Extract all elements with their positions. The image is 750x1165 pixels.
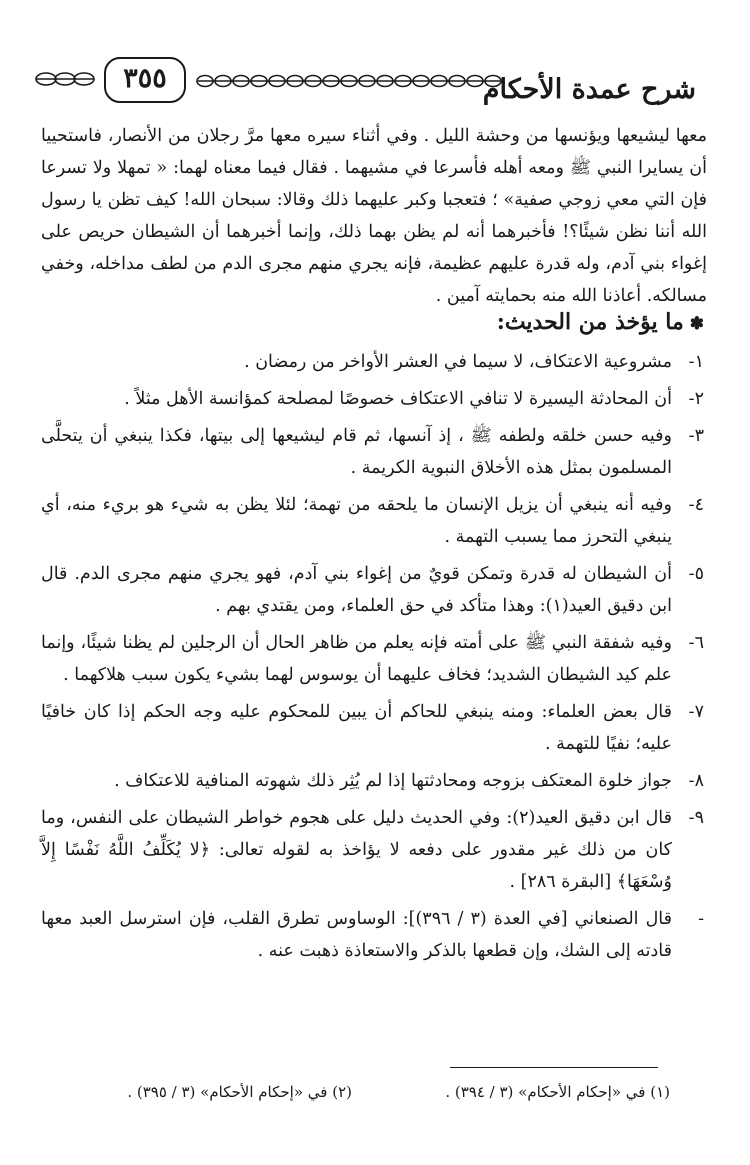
footnote: (٢) في «إحكام الأحكام» (٣ / ٣٩٥) . — [127, 1083, 352, 1101]
list-item — [41, 558, 704, 622]
item-text: قال بعض العلماء: ومنه ينبغي للحاكم أن يبين للمحكوم عليه وجه الحكم إذا كان خافيًا عليه؛ نفيًا للتهمة . — [41, 702, 672, 754]
item-text: أن الشيطان له قدرة وتمكن قويٌ من إغواء بني آدم، فهو يجري منهم مجرى الدم. قال ابن دقيق العيد(١): وهذا متأكد في حق العلماء، ومن يقتدي بهم . — [41, 564, 672, 616]
item-text: جواز خلوة المعتكف بزوجه ومحادثتها إذا لم يُثِر ذلك شهوته المنافية للاعتكاف . — [114, 771, 672, 791]
list-item — [41, 696, 704, 760]
list-item — [41, 420, 704, 484]
item-text: وفيه أنه ينبغي أن يزيل الإنسان ما يلحقه من تهمة؛ لئلا يظن به شيء هو بريء منه، أي ينبغي التحرز مما يسبب التهمة . — [41, 495, 672, 547]
item-number: ٦- — [688, 633, 704, 653]
item-number: ٨- — [688, 771, 704, 791]
item-number: ٢- — [688, 389, 704, 409]
item-number: - — [698, 909, 704, 929]
asterisk-icon: ✽ — [689, 314, 704, 334]
list-item — [41, 489, 704, 553]
item-text: مشروعية الاعتكاف، لا سيما في العشر الأواخر من رمضان . — [244, 352, 672, 372]
section-heading — [304, 306, 704, 340]
item-text: وفيه حسن خلقه ولطفه ﷺ ، إذ آنسها، ثم قام ليشيعها إلى بيتها، فكذا ينبغي أن يتحلَّى المسلمون بمثل هذه الأخلاق النبوية الكريمة . — [41, 426, 672, 478]
list-item — [41, 765, 704, 797]
item-text: أن المحادثة اليسيرة لا تنافي الاعتكاف خصوصًا لمصلحة كمؤانسة الأهل مثلاً . — [124, 389, 672, 409]
list-item — [41, 802, 704, 898]
item-number: ٥- — [688, 564, 704, 584]
item-text: قال ابن دقيق العيد(٢): وفي الحديث دليل على هجوم خواطر الشيطان على النفس، وما كان من ذلك غير مقدور على دفعه لا يؤاخذ به لقوله تعالى: ﴿لا يُكَلِّفُ اللَّهُ نَفْسًا إِلاَّ وُسْعَهَا﴾ [البقرة ٢٨٦] . — [41, 808, 672, 892]
book-title: شرح عمدة الأحكام — [482, 74, 696, 105]
item-text: قال الصنعاني [في العدة (٣ / ٣٩٦)]: الوساوس تطرق القلب، فإن استرسل العبد معها قادته إلى الشك، وإن قطعها بالذكر والاستعاذة ذهبت عنه . — [41, 909, 672, 961]
list-item — [41, 346, 704, 378]
list-item — [41, 383, 704, 415]
item-number: ٩- — [688, 808, 704, 828]
header-ornament-left — [34, 70, 96, 88]
section-heading-text: ما يؤخذ من الحديث: — [496, 309, 684, 335]
points-list — [41, 346, 704, 972]
header-ornament — [196, 73, 502, 89]
item-number: ٧- — [688, 702, 704, 722]
intro-paragraph: معها ليشيعها ويؤنسها من وحشة الليل . وفي أثناء سيره معها مرَّ رجلان من الأنصار، فاستحييا أن يسايرا النبي ﷺ ومعه أهله فأسرعا في مشيهما . فقال فيما معناه لهما: « تمهلا ولا تسرعا فإن التي معي زوجي صفية» ؛ فتعجبا وكبر عليهما ذلك وقالا: سبحان الله! كيف تظن يا رسول الله أننا نظن شيئًا؟! فأخبرهما أنه لم يظن بهما ذلك، وإنما أخبرهما أن الشيطان حريص على إغواء بني آدم، وله قدرة عليهم عظيمة، فإنه يجري منهم مجرى الدم من لطف مداخله، وخفي مسالكه. أعاذنا الله منه بحمايته آمين . — [41, 126, 707, 306]
item-number: ١- — [688, 352, 704, 372]
item-text: وفيه شفقة النبي ﷺ على أمته فإنه يعلم من ظاهر الحال أن الرجلين لم يظنا شيئًا، وإنما علم كيد الشيطان الشديد؛ فخاف عليهما أن يوسوس لهما بشيء يكون سبب هلاكهما . — [41, 633, 672, 685]
list-item — [41, 627, 704, 691]
footnote: (١) في «إحكام الأحكام» (٣ / ٣٩٤) . — [445, 1083, 670, 1101]
item-number: ٣- — [688, 426, 704, 446]
page-number: ٣٥٥ — [104, 57, 186, 103]
footnote-divider — [450, 1067, 658, 1068]
item-number: ٤- — [688, 495, 704, 515]
list-item — [41, 903, 704, 967]
